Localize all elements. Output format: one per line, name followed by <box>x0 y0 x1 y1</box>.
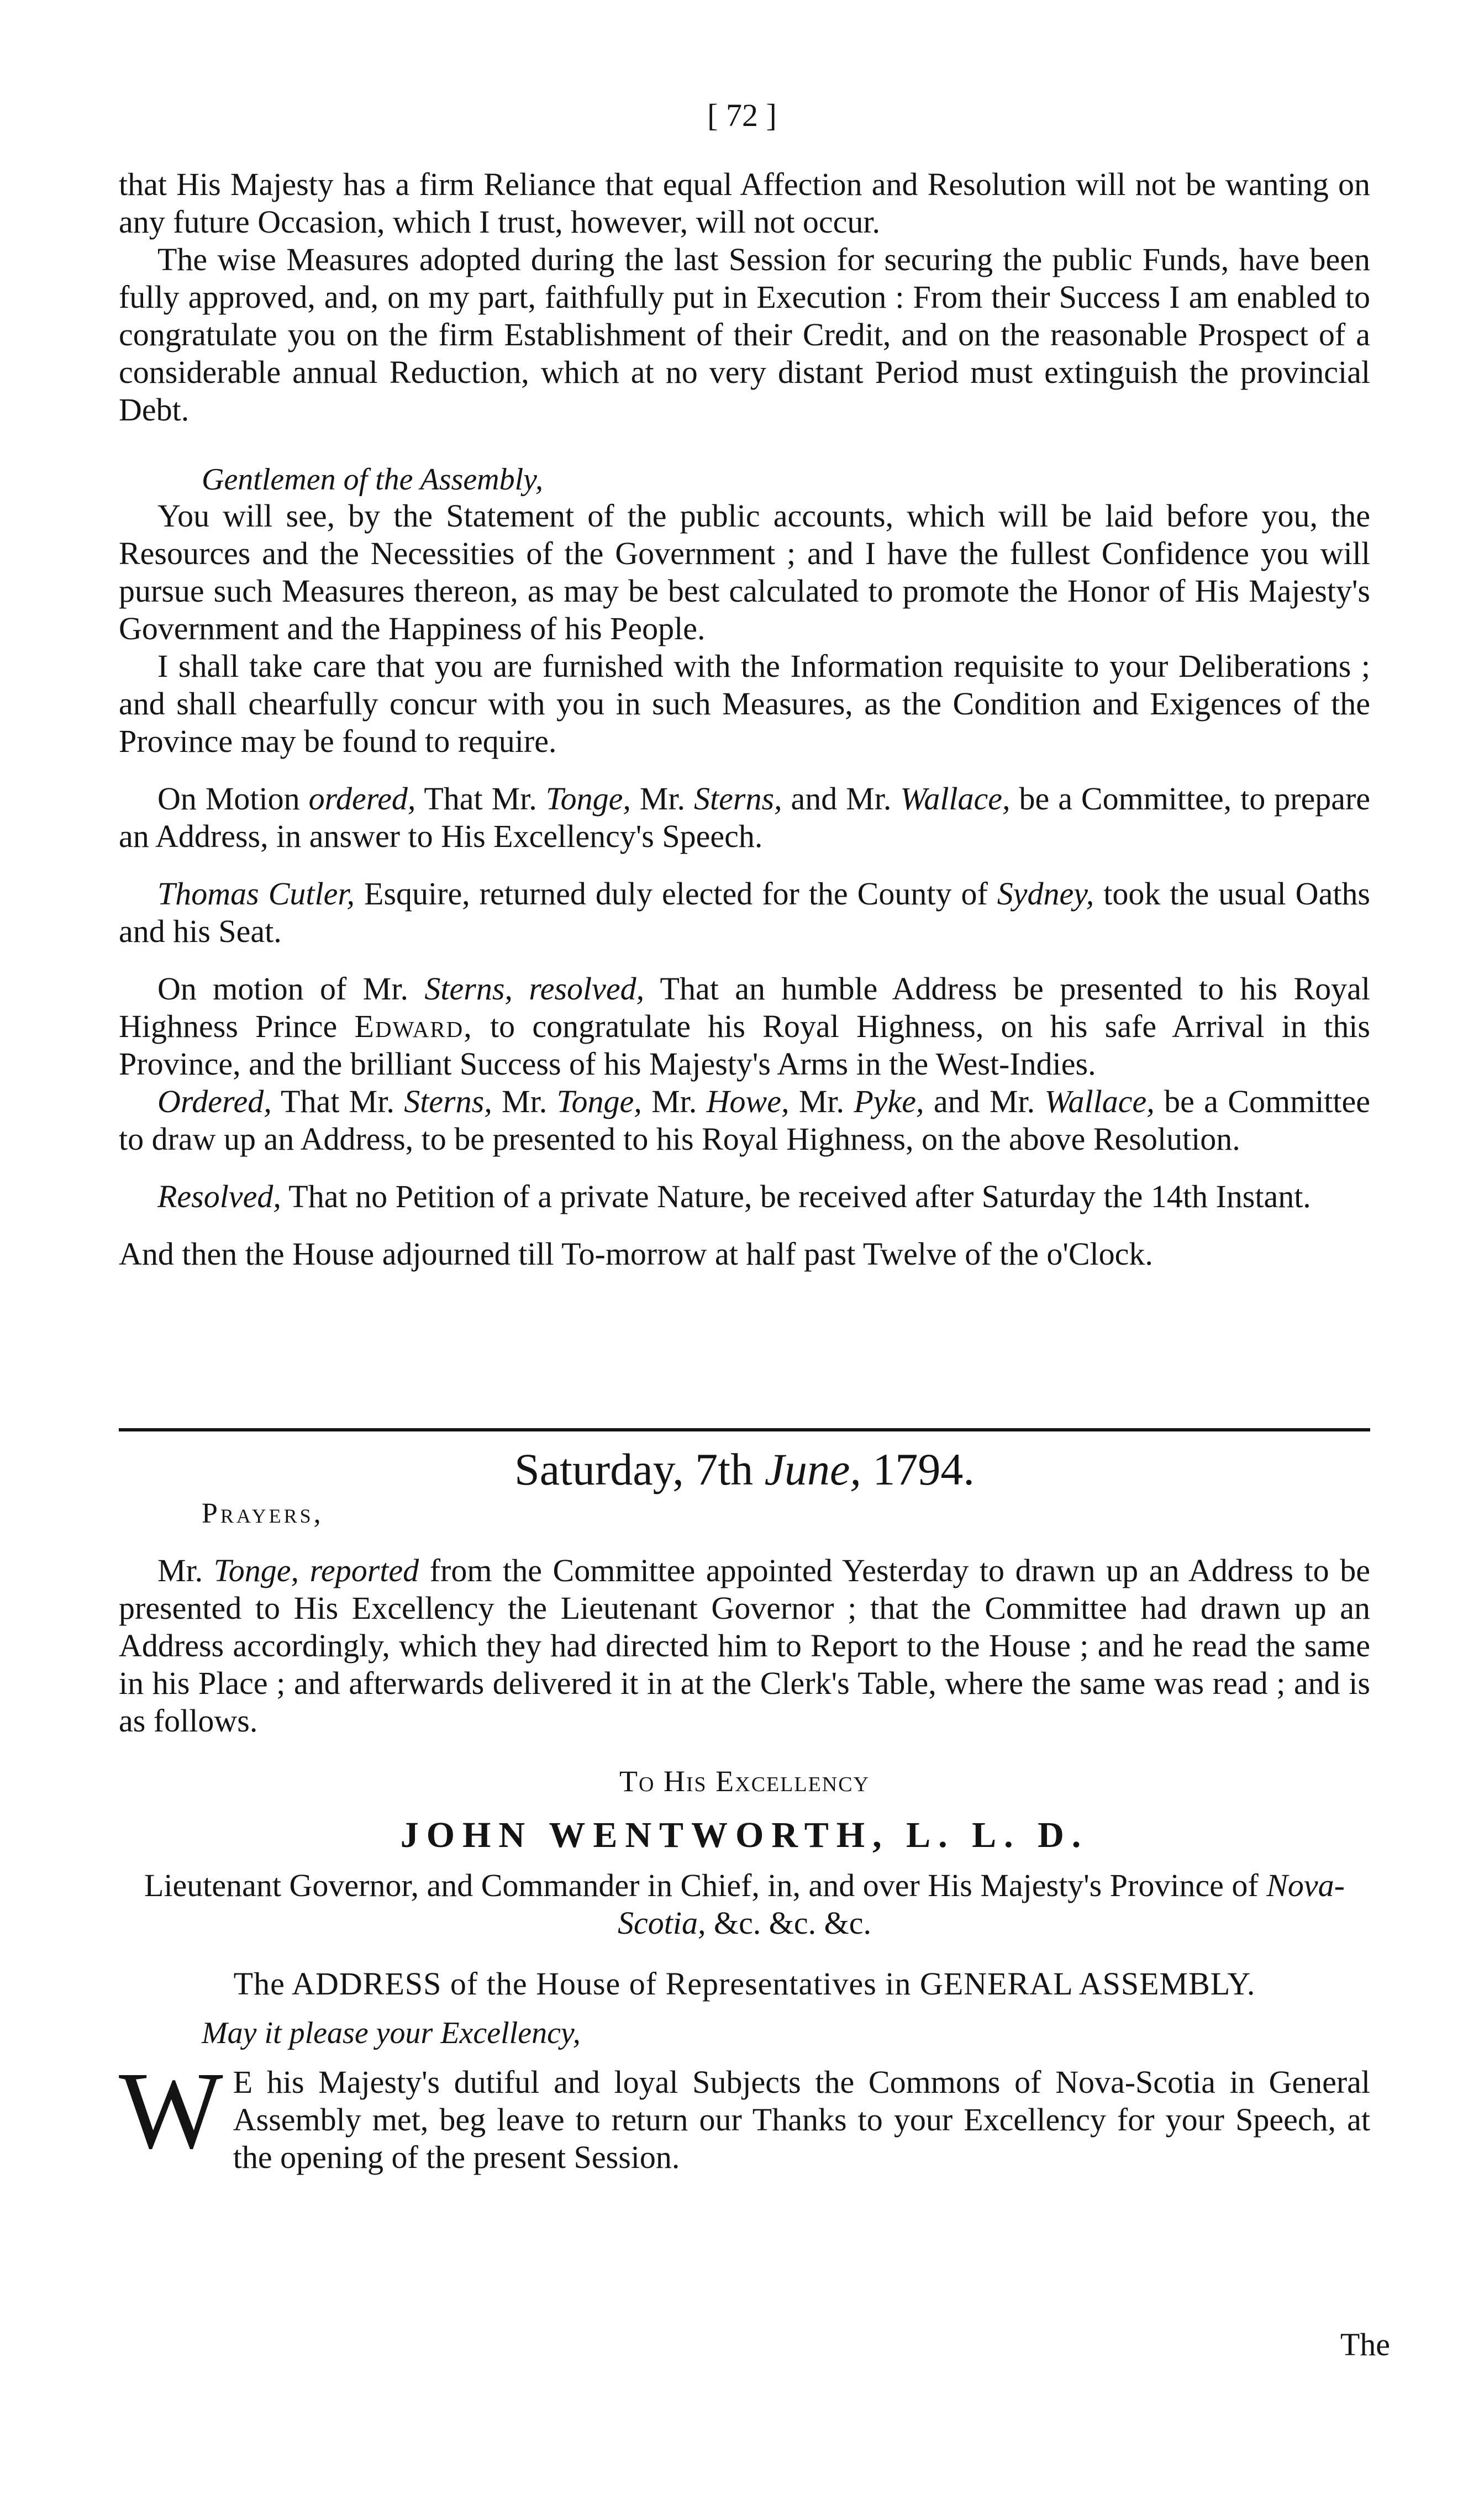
date-heading: Saturday, 7th June, 1794. <box>514 1444 975 1494</box>
paragraph-3: You will see, by the Statement of the public accounts, which will be laid before you, the Resources and the Necessities of the Government ; and I have the fullest Confidence you will pursue such Measures thereon, as may be best calculated to promote the Honor of His Majesty's Government and the Happiness of his People. <box>119 498 1370 646</box>
address-title: The ADDRESS of the House of Representatives in GENERAL ASSEMBLY. <box>233 1966 1256 2002</box>
paragraph-2: The wise Measures adopted during the last Session for securing the public Funds, have been fully approved, and, on my part, faithfully put in Execution : From their Success I am enabled to congratulate you on the firm Establishment of their Credit, and on the reasonable Prospect of a considerable annual Reduction, which at no very distant Period must extinguish the provincial Debt. <box>119 241 1370 428</box>
paragraph-motion-committee: On Motion ordered, That Mr. Tonge, Mr. Sterns, and Mr. Wallace, be a Committee, to prepare an Address, in answer to His Excellency's Speech. <box>119 781 1371 854</box>
prayers-heading: Prayers, <box>202 1498 324 1529</box>
governor-name: JOHN WENTWORTH, L. L. D. <box>400 1815 1089 1855</box>
to-his-excellency: To His Excellency <box>619 1765 870 1798</box>
paragraph-adjourned: And then the House adjourned till To-morrow at half past Twelve of the o'Clock. <box>119 1236 1153 1272</box>
paragraph-cutler: Thomas Cutler, Esquire, returned duly elected for the County of Sydney, took the usual Oaths and his Seat. <box>119 876 1371 949</box>
paragraph-4: I shall take care that you are furnished with the Information requisite to your Deliberations ; and shall chearfully concur with you in such Measures, as the Condition and Exigences of the Province may be found to require. <box>119 648 1370 759</box>
salutation-excellency: May it please your Excellency, <box>202 2016 581 2050</box>
catchword: The <box>1340 2326 1390 2362</box>
paragraph-prince-edward: On motion of Mr. Sterns, resolved, That an humble Address be presented to his Royal Highness Prince Edward, to congratulate his Royal Highness, on his safe Arrival in this Province, and the brilliant Success of his Majesty's Arms in the West-Indies. <box>119 971 1371 1082</box>
section-divider <box>119 1428 1370 1431</box>
upper-section <box>119 166 1370 1273</box>
page-number: [ 72 ] <box>707 97 777 133</box>
paragraph-address-opening: W E his Majesty's dutiful and loyal Subjects the Commons of Nova-Scotia in General Assembly met, beg leave to return our Thanks to your Excellency for your Speech, at the opening of the present Session. <box>119 2050 1370 2175</box>
governor-title: Lieutenant Governor, and Commander in Chief, in, and over His Majesty's Province of Nova-Scotia, &c. &c. &c. <box>144 1867 1345 1941</box>
drop-cap: W <box>119 2050 223 2172</box>
paragraph-1: that His Majesty has a firm Reliance that equal Affection and Resolution will not be wanting on any future Occasion, which I trust, however, will not occur. <box>119 166 1370 240</box>
lower-section <box>119 1442 1370 2176</box>
paragraph-tonge-report: Mr. Tonge, reported from the Committee appointed Yesterday to drawn up an Address to be presented to His Excellency the Lieutenant Governor ; that the Committee had drawn up an Address accordingly, which they had directed him to Report to the House ; and he read the same in his Place ; and afterwards delivered it in at the Clerk's Table, where the same was read ; and is as follows. <box>119 1552 1371 1739</box>
paragraph-resolved: Resolved, That no Petition of a private Nature, be received after Saturday the 14th Instant. <box>157 1178 1311 1214</box>
salutation-assembly: Gentlemen of the Assembly, <box>202 462 543 497</box>
paragraph-ordered: Ordered, That Mr. Sterns, Mr. Tonge, Mr. Howe, Mr. Pyke, and Mr. Wallace, be a Committee to draw up an Address, to be presented to his Royal Highness, on the above Resolution. <box>119 1083 1371 1157</box>
